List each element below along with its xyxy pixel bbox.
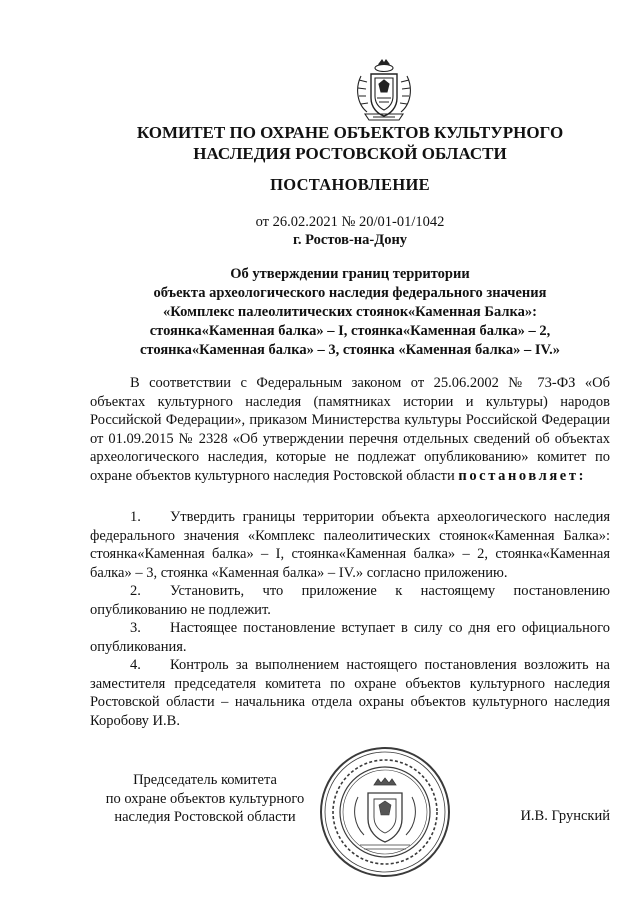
subject-line: стоянка«Каменная балка» – 3, стоянка «Каменная балка» – IV.» (139, 342, 561, 358)
org-title-line: КОМИТЕТ ПО ОХРАНЕ ОБЪЕКТОВ КУЛЬТУРНОГО (136, 123, 564, 142)
resolution-item (90, 582, 610, 619)
signatory-name: И.В. Грунский (520, 808, 610, 824)
document-type: ПОСТАНОВЛЕНИЕ (270, 175, 430, 194)
position-line: по охране объектов культурного (105, 790, 305, 807)
signatory-position (100, 771, 310, 827)
document-date-number: от 26.02.2021 № 20/01-01/1042 (255, 214, 445, 230)
subject-line: объекта археологического наследия федерального значения (153, 285, 547, 301)
item-number: 3. (130, 620, 141, 636)
item-number: 4. (130, 657, 141, 673)
position-line: наследия Ростовской области (114, 809, 296, 825)
subject-line: Об утверждении границ территории (230, 266, 470, 282)
item-text: Настоящее постановление вступает в силу со дня его официального опубликования. (90, 620, 610, 655)
subject-line: «Комплекс палеолитических стоянок«Каменная Балка»: (163, 304, 537, 320)
organization-title (90, 122, 610, 164)
position-line: Председатель комитета (133, 772, 277, 788)
decree-word: постановляет: (458, 467, 586, 484)
item-text: Контроль за выполнением настоящего постановления возложить на заместителя председателя комитета по охране объектов культурного наследия Ростовской области – начальника отдела охраны объектов культурного наследия Коробову И.В. (90, 657, 610, 729)
item-text: Установить, что приложение к настоящему постановлению опубликованию не подлежит. (90, 583, 610, 618)
official-seal-icon (318, 745, 452, 879)
resolution-items (90, 508, 610, 730)
item-number: 1. (130, 509, 141, 525)
item-number: 2. (130, 583, 141, 599)
intro-text: В соответствии с Федеральным законом от 25.06.2002 № 73-ФЗ «Об объектах культурного наследия (памятниках истории и культуры) народов Российской Федерации», приказом Министерства культуры Российской Федерации от 01.09.2015 № 2328 «Об утверждении перечня отдельных сведений об объектах археологического наследия, которые не подлежат опубликованию» комитет по охране объектов культурного наследия Ростовской области (90, 375, 610, 484)
resolution-item (90, 508, 610, 582)
item-text: Утвердить границы территории объекта археологического наследия федерального значения «Комплекс палеолитических стоянок«Каменная Балка»: стоянка«Каменная балка» – I, стоянка«Каменная балка» – 2, стоянка«Каменная балка» – 3, стоянка «Каменная балка» – IV.» согласно приложению. (90, 509, 610, 581)
subject-line: стоянка«Каменная балка» – I, стоянка«Каменная балка» – 2, (149, 323, 551, 339)
coat-of-arms-icon (353, 58, 415, 124)
org-title-line: НАСЛЕДИЯ РОСТОВСКОЙ ОБЛАСТИ (193, 144, 507, 163)
document-subject (90, 265, 610, 360)
intro-paragraph (90, 374, 610, 485)
resolution-item (90, 619, 610, 656)
document-city: г. Ростов-на-Дону (292, 232, 408, 248)
resolution-item (90, 656, 610, 730)
